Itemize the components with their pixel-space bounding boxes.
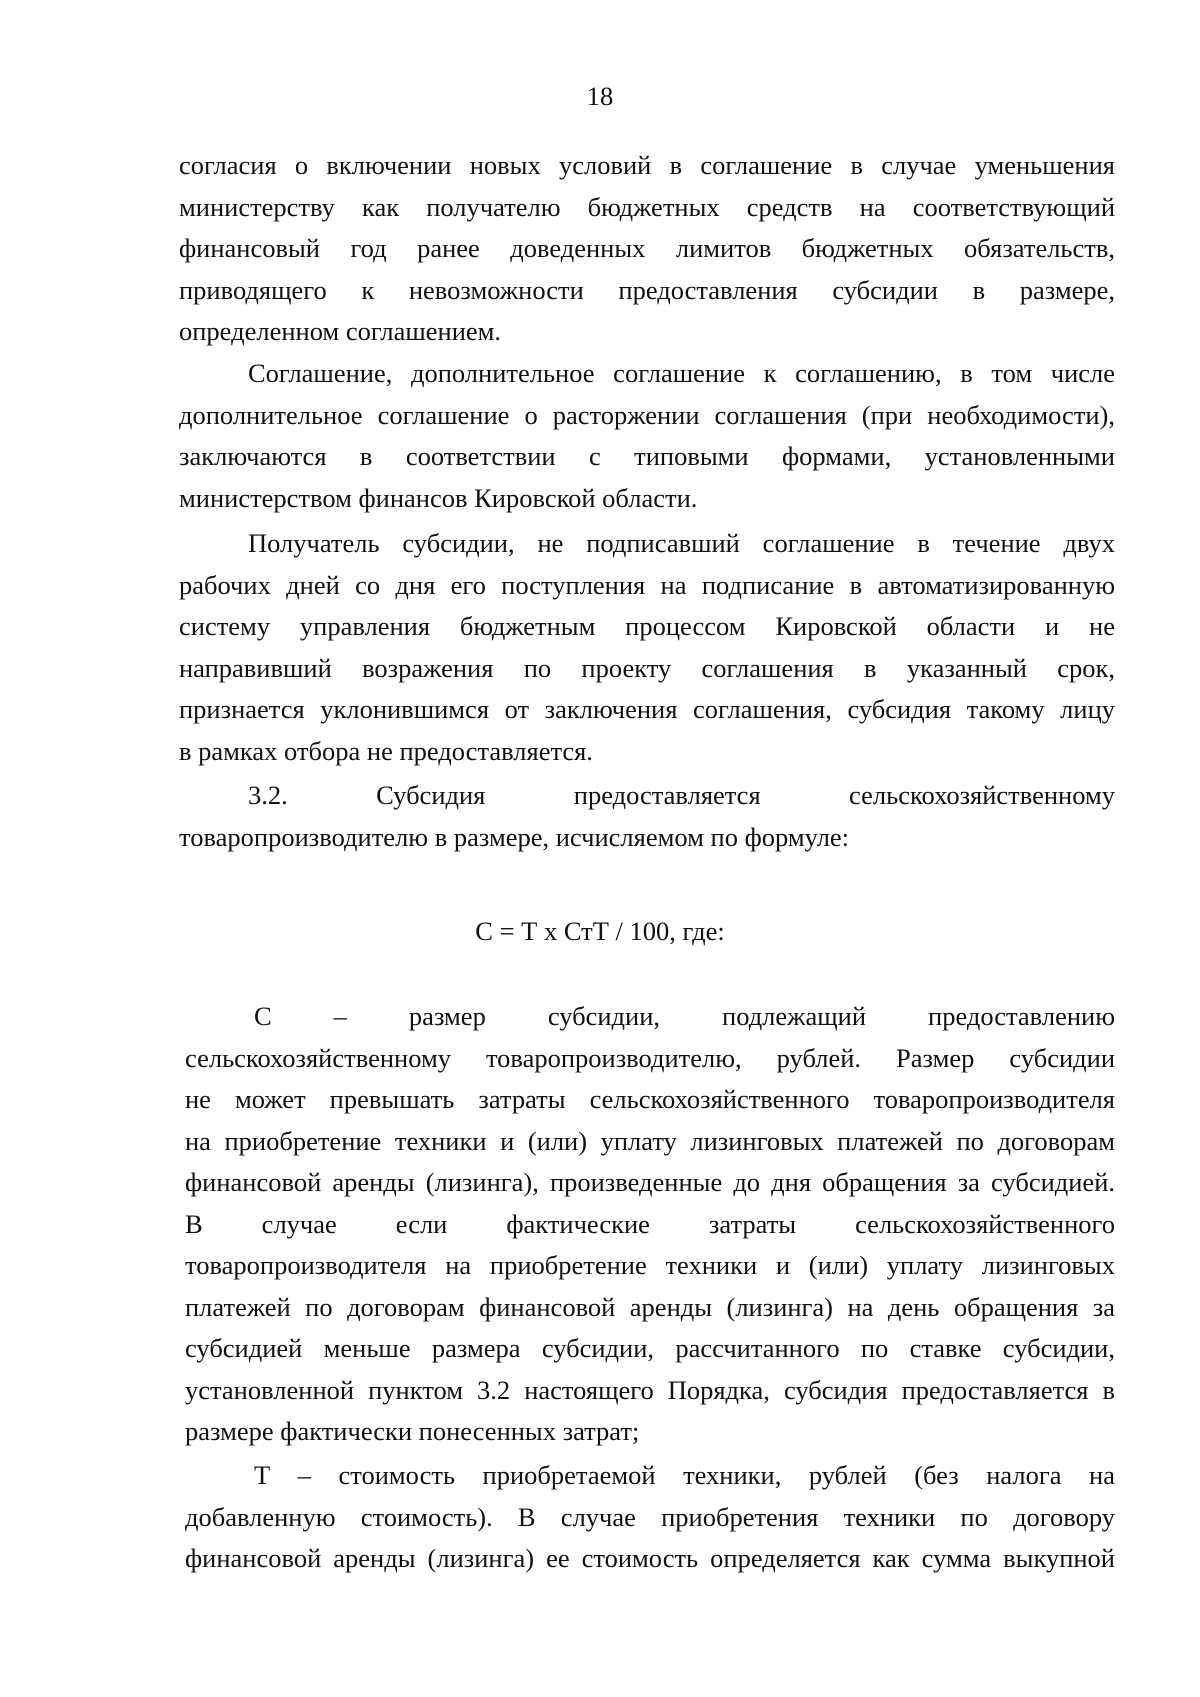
text-line: установленной пунктом 3.2 настоящего Порядка, субсидия предоставляется в bbox=[185, 1374, 1115, 1405]
text-line: не может превышать затраты сельскохозяйственного товаропроизводителя bbox=[185, 1084, 1115, 1114]
text-line: 3.2. Субсидия предоставляется сельскохозяйственному bbox=[248, 780, 1115, 810]
subsidy-formula: С = Т х СтТ / 100, где: bbox=[475, 916, 725, 946]
paragraph-agreement-conditions bbox=[179, 145, 1115, 353]
text-line: финансовый год ранее доведенных лимитов бюджетных обязательств, bbox=[179, 233, 1115, 263]
text-line: субсидией меньше размера субсидии, рассчитанного по ставке субсидии, bbox=[185, 1333, 1115, 1363]
text-line: Соглашение, дополнительное соглашение к соглашению, в том числе bbox=[248, 358, 1115, 388]
text-line: приводящего к невозможности предоставления субсидии в размере, bbox=[179, 274, 1115, 305]
text-line: сельскохозяйственному товаропроизводителю, рублей. Размер субсидии bbox=[185, 1042, 1115, 1073]
text-line: Т – стоимость приобретаемой техники, рублей (без налога на bbox=[254, 1460, 1115, 1490]
text-line: министерством финансов Кировской области. bbox=[179, 482, 698, 513]
text-line: размере фактически понесенных затрат; bbox=[185, 1416, 640, 1446]
text-line: в рамках отбора не предоставляется. bbox=[179, 735, 593, 766]
paragraph-variable-t bbox=[185, 1455, 1115, 1580]
text-line: товаропроизводителю в размере, исчисляемом по формуле: bbox=[179, 821, 850, 852]
text-line: заключаются в соответствии с типовыми формами, установленными bbox=[179, 441, 1115, 471]
text-line: систему управления бюджетным процессом Кировской области и не bbox=[179, 611, 1115, 641]
text-line: согласия о включении новых условий в соглашение в случае уменьшения bbox=[179, 150, 1115, 180]
text-line: финансовой аренды (лизинга) ее стоимость определяется как сумма выкупной bbox=[185, 1543, 1115, 1573]
paragraph-variable-c bbox=[185, 996, 1115, 1453]
page-number: 18 bbox=[586, 81, 614, 111]
text-line: признается уклонившимся от заключения соглашения, субсидия такому лицу bbox=[179, 694, 1115, 724]
paragraph-section-3-2 bbox=[179, 775, 1115, 858]
text-line: Получатель субсидии, не подписавший соглашение в течение двух bbox=[248, 528, 1115, 558]
text-line: министерству как получателю бюджетных средств на соответствующий bbox=[179, 191, 1115, 222]
paragraph-recipient-refusal bbox=[179, 523, 1115, 772]
text-line: определенном соглашением. bbox=[179, 316, 502, 346]
paragraph-agreement-forms bbox=[179, 353, 1115, 519]
text-line: добавленную стоимость). В случае приобретения техники по договору bbox=[185, 1501, 1115, 1532]
text-line: С – размер субсидии, подлежащий предоставлению bbox=[254, 1001, 1115, 1031]
text-line: товаропроизводителя на приобретение техники и (или) уплату лизинговых bbox=[185, 1250, 1115, 1280]
text-line: на приобретение техники и (или) уплату лизинговых платежей по договорам bbox=[185, 1125, 1115, 1156]
text-line: платежей по договорам финансовой аренды (лизинга) на день обращения за bbox=[185, 1291, 1115, 1322]
text-line: финансовой аренды (лизинга), произведенные до дня обращения за субсидией. bbox=[185, 1167, 1115, 1197]
text-line: дополнительное соглашение о расторжении соглашения (при необходимости), bbox=[179, 399, 1115, 430]
text-line: рабочих дней со дня его поступления на подписание в автоматизированную bbox=[179, 569, 1115, 600]
text-line: В случае если фактические затраты сельскохозяйственного bbox=[185, 1208, 1115, 1239]
text-line: направивший возражения по проекту соглашения в указанный срок, bbox=[179, 652, 1115, 683]
